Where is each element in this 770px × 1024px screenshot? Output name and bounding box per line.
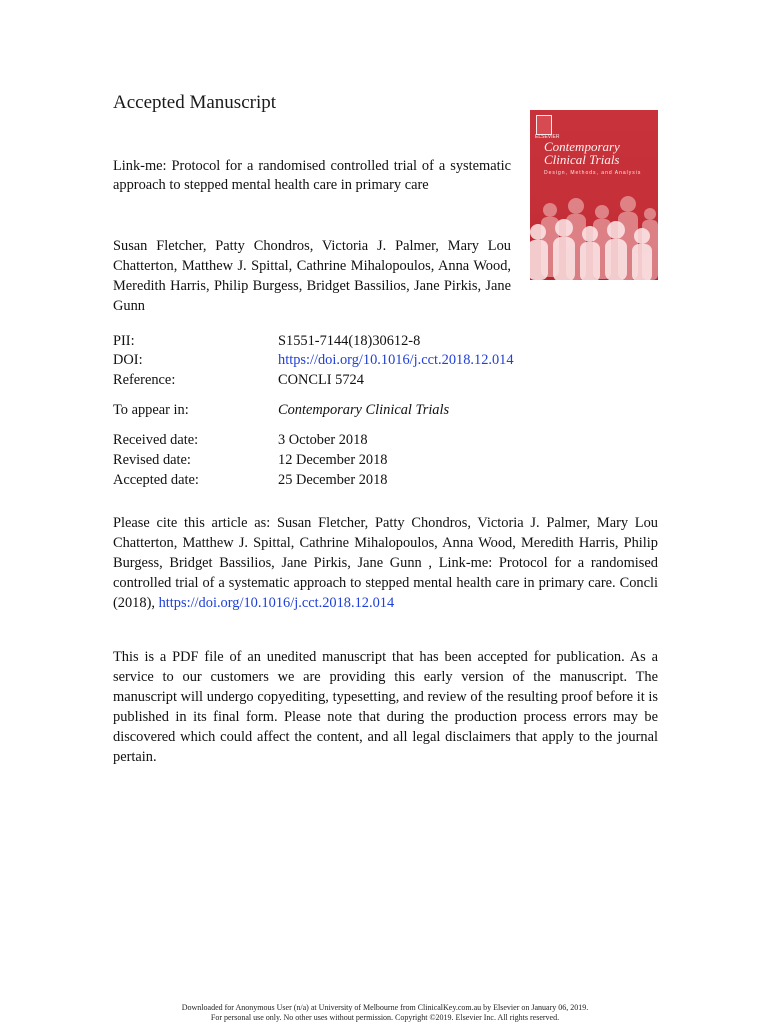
- accepted-date-value: 25 December 2018: [278, 472, 388, 488]
- revised-date-value: 12 December 2018: [278, 452, 388, 468]
- footer-line-2: For personal use only. No other uses without permission. Copyright ©2019. Elsevier Inc. All rights reserved.: [210, 1013, 560, 1022]
- doi-link[interactable]: https://doi.org/10.1016/j.cct.2018.12.014: [278, 352, 514, 368]
- pii-value: S1551-7144(18)30612-8: [278, 333, 421, 349]
- accepted-date-label: Accepted date:: [113, 472, 199, 488]
- journal-name: Contemporary Clinical Trials: [278, 402, 450, 418]
- revised-date-label: Revised date:: [113, 452, 191, 468]
- cover-journal-line2: Clinical Trials: [544, 152, 620, 167]
- author-list: Susan Fletcher, Patty Chondros, Victoria J. Palmer, Mary Lou Chatterton, Matthew J. Spittal, Cathrine Mihalopoulos, Anna Wood, Meredith Harris, Philip Burgess, Bridget Bassilios, Jane Pirkis, Jane Gunn: [113, 238, 511, 314]
- citation-text: Please cite this article as: Susan Fletcher, Patty Chondros, Victoria J. Palmer, Mary Lou Chatterton, Matthew J. Spittal, Cathrine Mihalopoulos, Anna Wood, Meredith Harris, Philip Burgess, Bridget Bassilios, Jane Pirkis, Jane Gunn , Link-me: Protocol for a randomised controlled trial of a systematic approach to stepped mental health care in primary care. Concli (2018),: [113, 515, 658, 611]
- received-date-value: 3 October 2018: [278, 432, 368, 448]
- journal-cover-image: [530, 110, 658, 280]
- pii-label: PII:: [113, 333, 135, 349]
- cover-subtitle: Design, Methods, and Analysis: [544, 170, 642, 176]
- citation-doi-link[interactable]: https://doi.org/10.1016/j.cct.2018.12.014: [158, 595, 395, 611]
- article-title: Link-me: Protocol for a randomised controlled trial of a systematic approach to stepped mental health care in primary care: [113, 158, 511, 193]
- doi-label: DOI:: [113, 352, 143, 368]
- cover-journal-line1: Contemporary: [544, 139, 620, 154]
- footer-line-1: Downloaded for Anonymous User (n/a) at University of Melbourne from ClinicalKey.com.au by Elsevier on January 06, 2019.: [181, 1003, 589, 1012]
- publisher-mark: ELSEVIER: [535, 134, 560, 140]
- received-date-label: Received date:: [113, 432, 199, 448]
- appear-in-label: To appear in:: [113, 402, 189, 418]
- manuscript-notice: This is a PDF file of an unedited manuscript that has been accepted for publication. As a service to our customers we are providing this early version of the manuscript. The manuscript will undergo copyediting, typesetting, and review of the resulting proof before it is published in its final form. Please note that during the production process errors may be discovered which could affect the content, and all legal disclaimers that apply to the journal pertain.: [113, 649, 658, 765]
- citation-paragraph: [113, 513, 658, 613]
- reference-value: CONCLI 5724: [278, 372, 364, 388]
- reference-label: Reference:: [113, 372, 176, 388]
- page-heading: Accepted Manuscript: [113, 92, 277, 113]
- crowd-silhouette-graphic: [530, 180, 658, 280]
- download-footer: [0, 1003, 770, 1023]
- elsevier-tree-icon: [536, 115, 552, 135]
